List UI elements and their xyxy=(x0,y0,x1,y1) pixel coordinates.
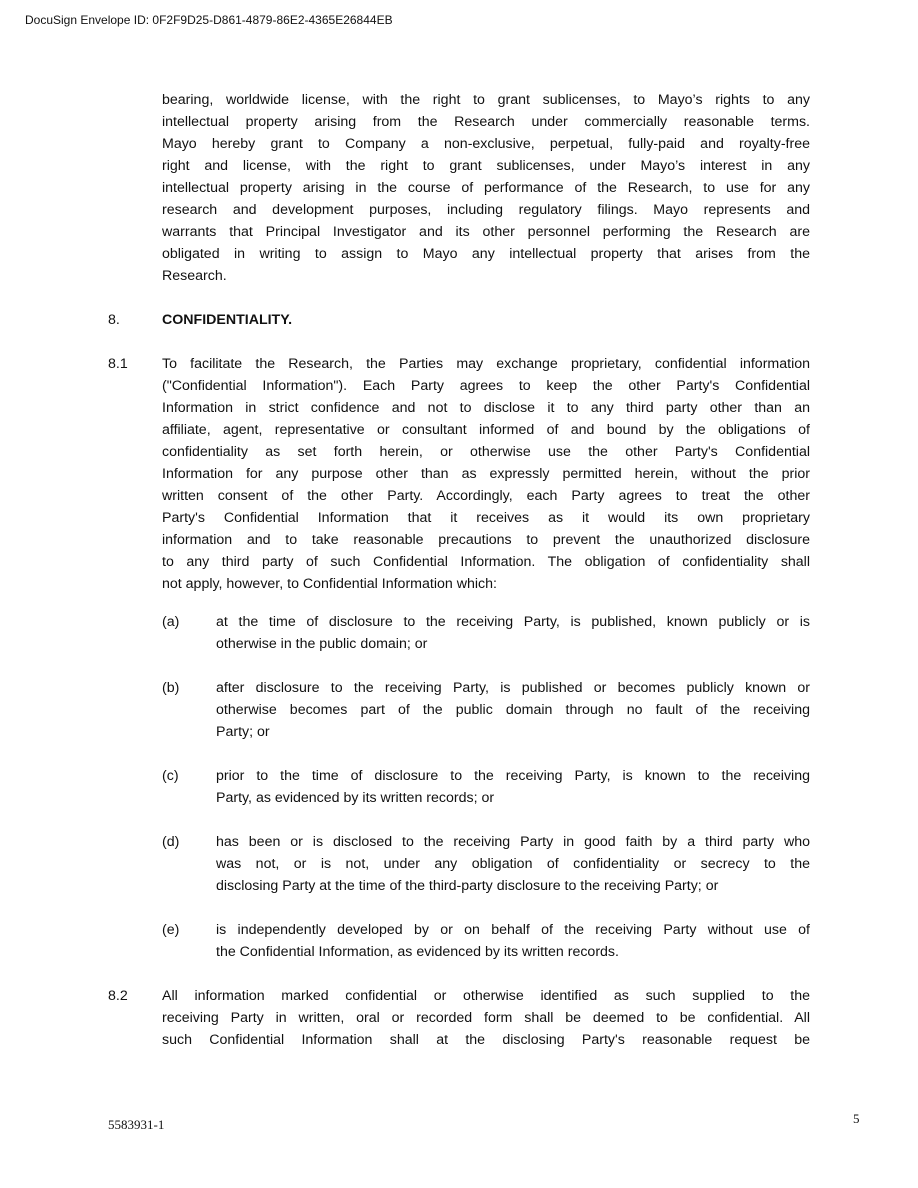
item-e-line: the Confidential Information, as evidenced by its written records. xyxy=(216,944,619,960)
item-b-line: Party; or xyxy=(216,724,270,740)
item-a-number: (a) xyxy=(162,614,180,630)
clause-8-1-line: Information for any purpose other than as expressly permitted herein, without the prior xyxy=(162,466,810,482)
continuation-line: Research. xyxy=(162,268,227,284)
item-b-number: (b) xyxy=(162,680,180,696)
clause-8-1-line: affiliate, agent, representative or consultant informed of and bound by the obligations of xyxy=(162,422,810,438)
clause-8-1-line: confidentiality as set forth herein, or otherwise use the other Party's Confidential xyxy=(162,444,810,460)
clause-8-1-number: 8.1 xyxy=(108,356,128,372)
section-heading: CONFIDENTIALITY. xyxy=(162,312,293,328)
item-d-line: was not, or is not, under any obligation of confidentiality or secrecy to the xyxy=(216,856,810,872)
item-e-line: is independently developed by or on behalf of the receiving Party without use of xyxy=(216,922,810,938)
clause-8-2-line: such Confidential Information shall at the disclosing Party's reasonable request be xyxy=(162,1032,810,1048)
continuation-line: research and development purposes, including regulatory filings. Mayo represents and xyxy=(162,202,810,218)
item-a-line: otherwise in the public domain; or xyxy=(216,636,428,652)
clause-8-1-line: information and to take reasonable precautions to prevent the unauthorized disclosure xyxy=(162,532,810,548)
continuation-line: intellectual property arising in the course of performance of the Research, to use for any xyxy=(162,180,810,196)
item-a-line: at the time of disclosure to the receiving Party, is published, known publicly or is xyxy=(216,614,810,630)
continuation-line: intellectual property arising from the Research under commercially reasonable terms. xyxy=(162,114,810,130)
item-d-line: has been or is disclosed to the receiving Party in good faith by a third party who xyxy=(216,834,810,850)
section-8-number: 8. xyxy=(108,312,120,328)
clause-8-2-line: All information marked confidential or otherwise identified as such supplied to the xyxy=(162,988,810,1004)
item-c-line: prior to the time of disclosure to the receiving Party, is known to the receiving xyxy=(216,768,810,784)
item-d-line: disclosing Party at the time of the third-party disclosure to the receiving Party; or xyxy=(216,878,719,894)
clause-8-1-line: To facilitate the Research, the Parties may exchange proprietary, confidential information xyxy=(162,356,810,372)
continuation-line: warrants that Principal Investigator and its other personnel performing the Research are xyxy=(162,224,810,240)
item-b-line: otherwise becomes part of the public domain through no fault of the receiving xyxy=(216,702,810,718)
clause-8-1-line: Information in strict confidence and not to disclose it to any third party other than an xyxy=(162,400,810,416)
item-e-number: (e) xyxy=(162,922,180,938)
clause-8-1-line: Party's Confidential Information that it receives as it would its own proprietary xyxy=(162,510,810,526)
document-number: 5583931-1 xyxy=(108,1117,165,1132)
continuation-line: right and license, with the right to grant sublicenses, under Mayo’s interest in any xyxy=(162,158,810,174)
item-b-line: after disclosure to the receiving Party, is published or becomes publicly known or xyxy=(216,680,810,696)
item-d-number: (d) xyxy=(162,834,180,850)
clause-8-2-number: 8.2 xyxy=(108,988,128,1004)
page-number: 5 xyxy=(853,1111,860,1126)
docusign-envelope-id: DocuSign Envelope ID: 0F2F9D25-D861-4879-86E2-4365E26844EB xyxy=(25,13,393,27)
clause-8-1-line: ("Confidential Information"). Each Party agrees to keep the other Party's Confidential xyxy=(162,378,810,394)
item-c-line: Party, as evidenced by its written records; or xyxy=(216,790,495,806)
clause-8-2-line: receiving Party in written, oral or recorded form shall be deemed to be confidential. All xyxy=(162,1010,810,1026)
continuation-line: Mayo hereby grant to Company a non-exclusive, perpetual, fully-paid and royalty-free xyxy=(162,136,810,152)
clause-8-1-line: written consent of the other Party. Accordingly, each Party agrees to treat the other xyxy=(162,488,810,504)
clause-8-1-line: to any third party of such Confidential Information. The obligation of confidentiality shall xyxy=(162,554,810,570)
item-c-number: (c) xyxy=(162,768,179,784)
continuation-line: obligated in writing to assign to Mayo any intellectual property that arises from the xyxy=(162,246,810,262)
continuation-line: bearing, worldwide license, with the right to grant sublicenses, to Mayo’s rights to any xyxy=(162,92,810,108)
clause-8-1-line: not apply, however, to Confidential Information which: xyxy=(162,576,497,592)
